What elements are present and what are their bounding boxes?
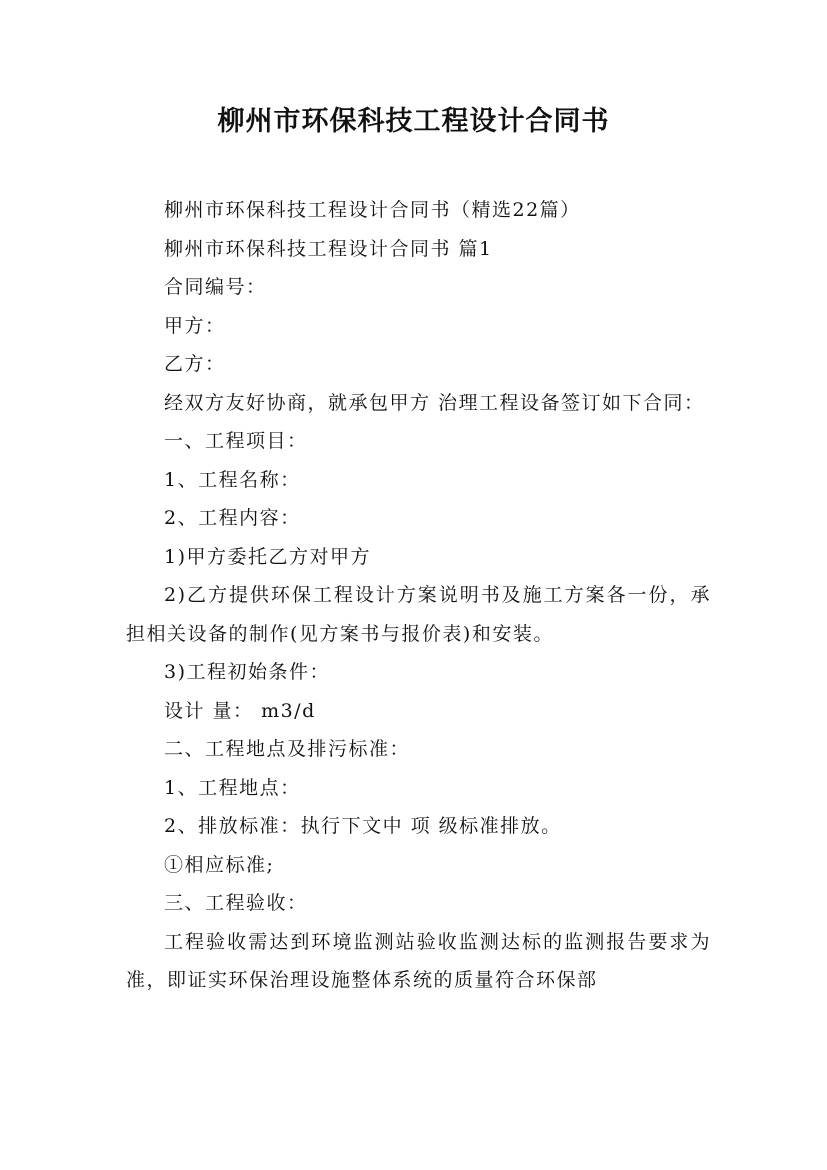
paragraph: 一、工程项目： (164, 430, 308, 452)
paragraph: 柳州市环保科技工程设计合同书 篇1 (164, 237, 493, 260)
paragraph: 1)甲方委托乙方对甲方 (164, 545, 372, 568)
paragraph: 工程验收需达到环境监测站验收监测达标的监测报告要求为准，即证实环保治理设施整体系统的质量符合环保部 (126, 930, 711, 991)
paragraph: 三、工程验收： (164, 892, 308, 914)
paragraph: 2)乙方提供环保工程设计方案说明书及施工方案各一份，承担相关设备的制作(见方案书与报价表)和安装。 (126, 584, 711, 645)
paragraph: 甲方： (164, 314, 226, 337)
paragraph: 2、工程内容： (164, 507, 301, 529)
paragraph: ①相应标准; (164, 853, 275, 876)
paragraph: 3)工程初始条件： (164, 661, 331, 683)
paragraph: 1、工程地点： (164, 776, 301, 799)
paragraph: 柳州市环保科技工程设计合同书（精选22篇） (164, 199, 581, 221)
paragraph: 2、排放标准：执行下文中 项 级标准排放。 (164, 815, 562, 837)
document-body (126, 191, 711, 1000)
paragraph: 经双方友好协商，就承包甲方 治理工程设备签订如下合同： (164, 391, 705, 414)
paragraph: 乙方： (164, 353, 226, 375)
paragraph: 二、工程地点及排污标准： (164, 738, 411, 760)
paragraph: 1、工程名称： (164, 468, 301, 491)
document-title: 柳州市环保科技工程设计合同书 (217, 106, 610, 137)
paragraph: 设计 量： m3/d (164, 699, 316, 722)
paragraph: 合同编号： (164, 276, 267, 298)
